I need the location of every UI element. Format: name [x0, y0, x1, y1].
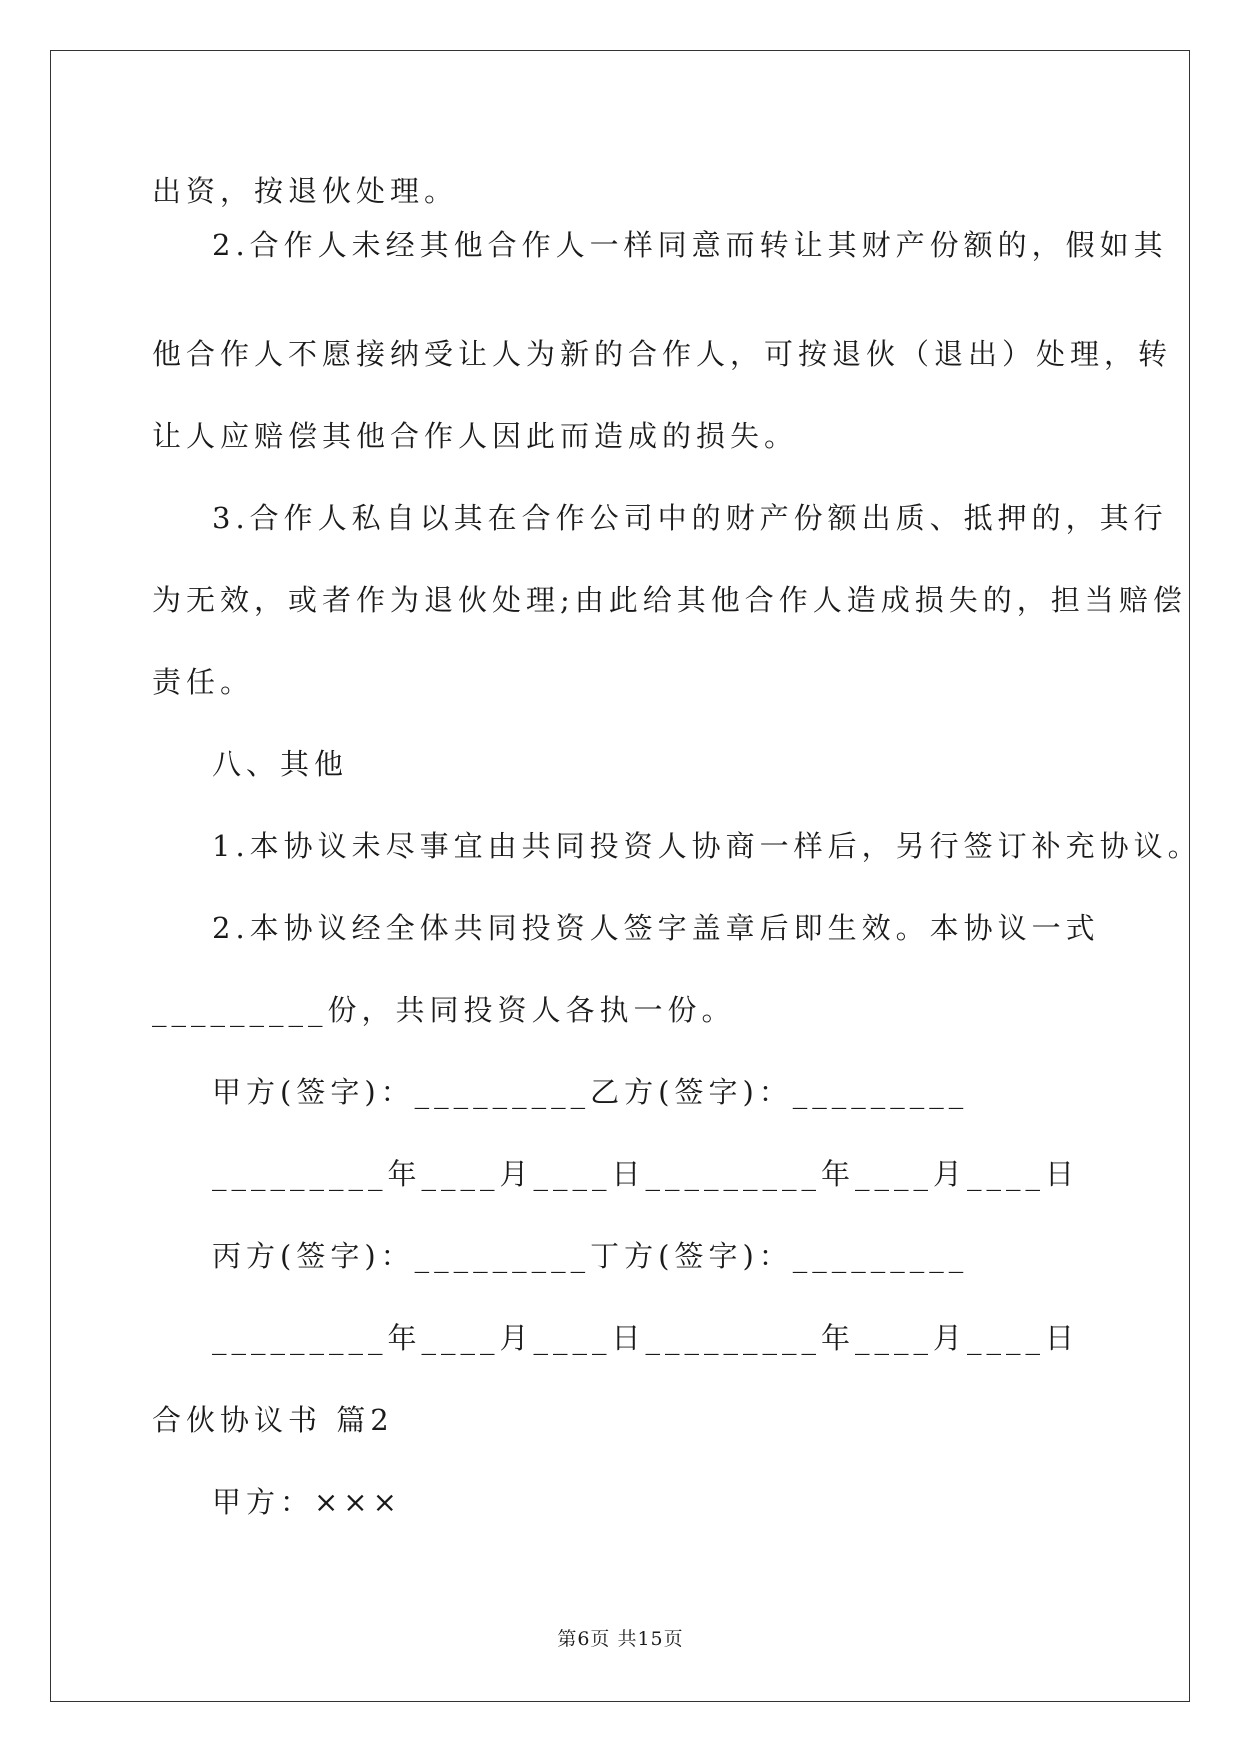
text-line: 他合作人不愿接纳受让人为新的合作人，可按退伙（退出）处理，转	[152, 337, 1173, 371]
text-line: 责任。	[152, 665, 255, 699]
text-line: 2.本协议经全体共同投资人签字盖章后即生效。本协议一式	[212, 911, 1100, 945]
text-line: 2.合作人未经其他合作人一样同意而转让其财产份额的，假如其	[212, 228, 1168, 262]
date-line: _________年____月____日_________年____月____日	[212, 1157, 1080, 1191]
text-line: 1.本协议未尽事宜由共同投资人协商一样后，另行签订补充协议。	[212, 829, 1202, 863]
text-line: 出资，按退伙处理。	[152, 174, 459, 208]
page-footer: 第6页 共15页	[557, 1628, 684, 1650]
date-line: _________年____月____日_________年____月____日	[212, 1321, 1080, 1355]
section-heading: 八、其他	[212, 747, 349, 781]
text-line: 让人应赔偿其他合作人因此而造成的损失。	[152, 419, 799, 453]
signature-line: 甲方(签字)：_________乙方(签字)：_________	[212, 1075, 969, 1109]
document-title: 合伙协议书 篇2	[152, 1403, 394, 1437]
text-line: 为无效，或者作为退伙处理;由此给其他合作人造成损失的，担当赔偿	[152, 583, 1187, 617]
signature-line: 丙方(签字)：_________丁方(签字)：_________	[212, 1239, 969, 1273]
page-border	[50, 50, 1190, 1702]
party-line: 甲方：×××	[212, 1485, 402, 1519]
text-line: _________份，共同投资人各执一份。	[152, 993, 736, 1027]
text-line: 3.合作人私自以其在合作公司中的财产份额出质、抵押的，其行	[212, 501, 1168, 535]
